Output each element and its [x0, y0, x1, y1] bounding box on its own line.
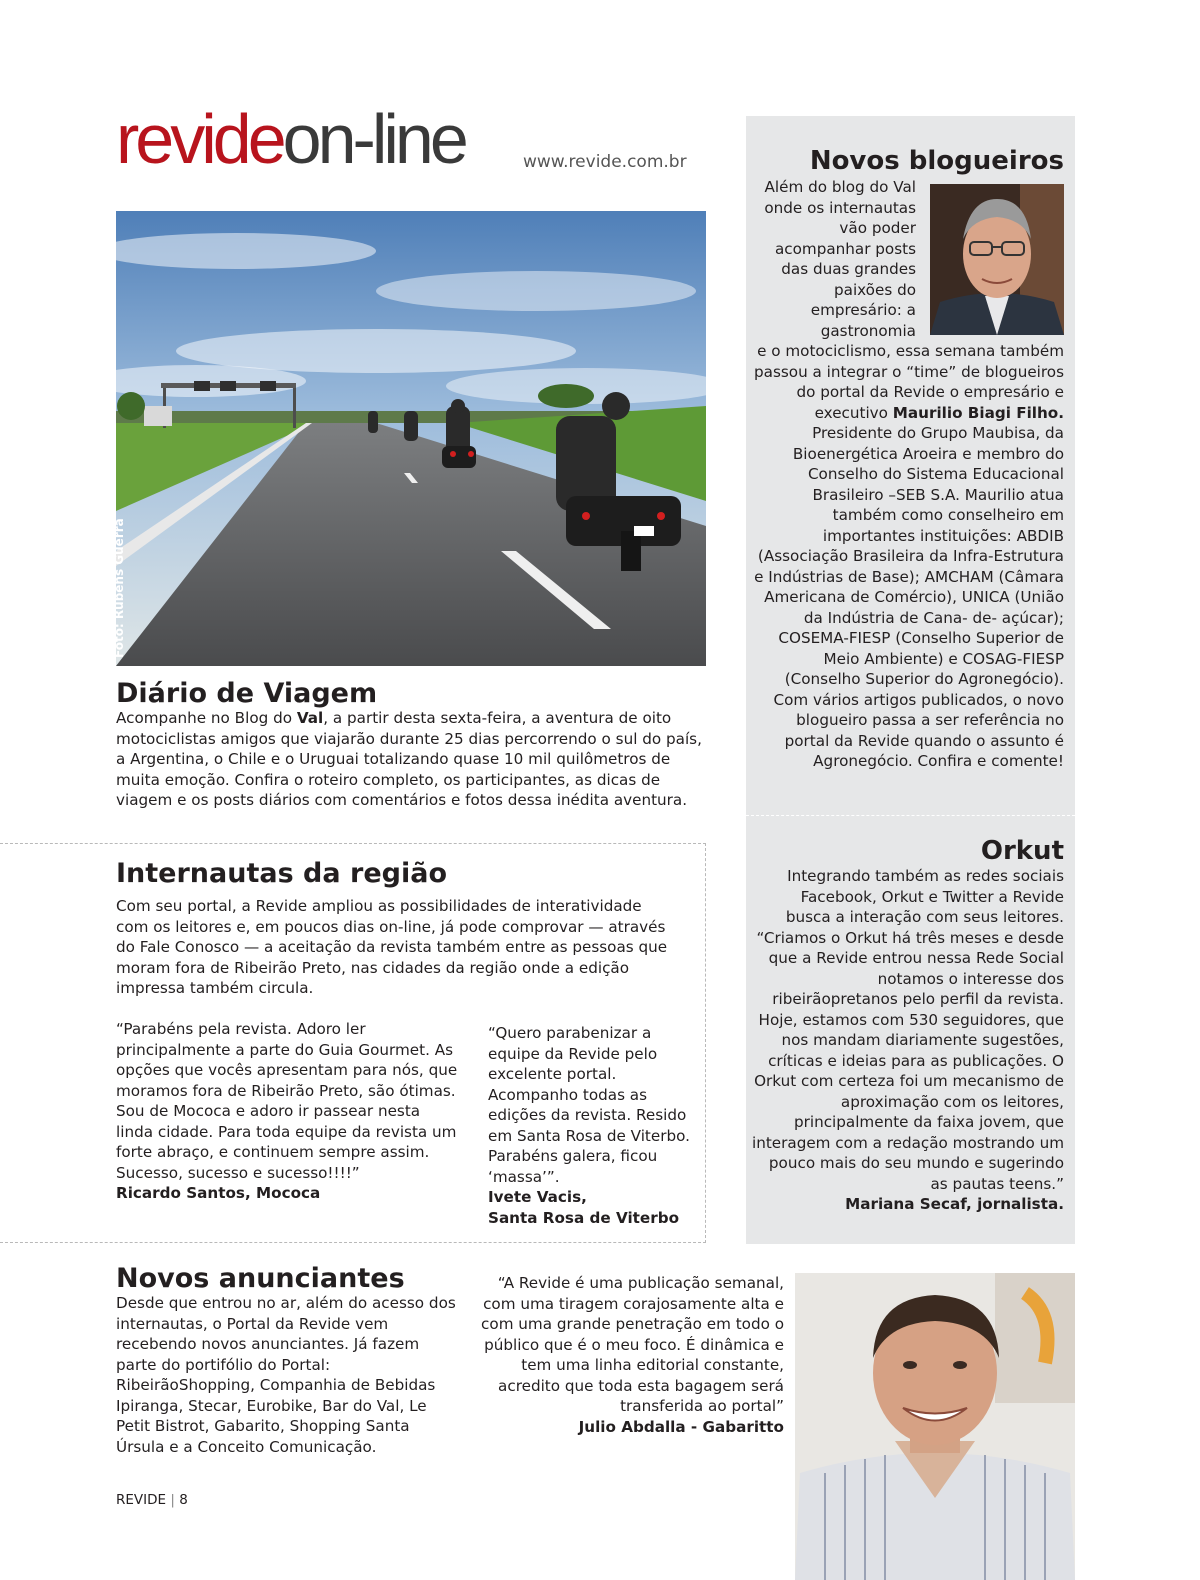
diario-text-bold: Val: [296, 709, 324, 727]
diario-text: [116, 708, 716, 811]
diario-text-post: , a partir desta sexta-feira, a aventura de oito motociclistas amigos que viajarão durante 25 dias percorrendo o sul do país, a Argentina, o Chile e o Uruguai totalizando quase 10 mil quilômetros de muita emoção. Confira o roteiro completo, os participantes, as dicas de viagem e os posts diários com comentários e fotos dessa inédita aventura.: [116, 709, 702, 809]
logo-revide: revide: [116, 100, 283, 178]
orkut-text-block: [752, 866, 1064, 1215]
photo-credit: Foto: Rubens Guerra: [112, 518, 126, 658]
blogueiros-rest-post: Presidente do Grupo Maubisa, da Bioenergética Aroeira e membro do Conselho do Sistema Educacional Brasileiro –SEB S.A. Maurilio atua também como conselheiro em importantes instituições: ABDIB (Associação Brasileira da Infra-Estrutura e Indústrias de Base); AMCHAM (Câmara Americana de Comércio), UNICA (União da Indústria de Cana- de- açúcar); COSEMA-FIESP (Conselho Superior de Meio Ambiente) e COSAG-FIESP (Conselho Superior do Agronegócio). Com vários artigos publicados, o novo blogueiro passa a ser referência no portal da Revide quando o assunto é Agronegócio. Confira e comente!: [754, 424, 1064, 770]
diario-text-pre: Acompanhe no Blog do: [116, 709, 297, 727]
quote1-text: “Parabéns pela revista. Adoro ler principalmente a parte do Guia Gourmet. As opções que vocês apresentam para nós, que moramos fora de Ribeirão Preto, são ótimas. Sou de Mococa e adoro ir passear nesta linda cidade. Para toda equipe da revista um forte abraço, e continuem sempre assim. Sucesso, sucesso e sucesso!!!!”: [116, 1020, 458, 1182]
julio-quote-text: “A Revide é uma publicação semanal, com uma tiragem corajosamente alta e com uma grande penetração em todo o público que é o meu foco. É dinâmica e tem uma linha editorial constante, acredito que toda esta bagagem será transferida ao portal”: [481, 1274, 784, 1415]
motorcycle-road-photo: [116, 211, 706, 666]
blogueiros-text-rest: [752, 341, 1064, 772]
quote2-author-name: Ivete Vacis,: [488, 1188, 587, 1206]
diario-title: Diário de Viagem: [116, 678, 378, 709]
anunciantes-text: Desde que entrou no ar, além do acesso dos internautas, o Portal da Revide vem recebendo novos anunciantes. Já fazem parte do portifólio do Portal: RibeirãoShopping, Companhia de Bebidas Ipiranga, Stecar, Eurobike, Bar do Val, Le Petit Bistrot, Gabarito, Shopping Santa Úrsula e a Conceito Comunicação.: [116, 1294, 456, 1456]
page-number: 8: [179, 1492, 188, 1508]
logo-online: on-line: [282, 100, 465, 178]
julio-quote-author: Julio Abdalla - Gabaritto: [578, 1417, 784, 1436]
internautas-text: Com seu portal, a Revide ampliou as possibilidades de interatividade com os leitores e, em poucos dias on-line, já pode comprovar — através do Fale Conosco — a aceitação da revista também entre as pessoas que moram fora de Ribeirão Preto, nas cidades da região onde a edição impressa também circula.: [116, 897, 668, 997]
divider-top: [0, 843, 706, 844]
revide-online-logo: [116, 100, 465, 178]
site-url[interactable]: www.revide.com.br: [523, 152, 687, 172]
blogueiros-title: Novos blogueiros: [809, 146, 1064, 176]
blogueiros-rest-bold: Maurilio Biagi Filho.: [892, 403, 1064, 422]
blogueiros-text-top: Além do blog do Val onde os internautas vão poder acompanhar posts das duas grandes paixões do empresário: a gastronomia: [764, 178, 916, 340]
footer-brand: REVIDE: [116, 1492, 167, 1508]
quote2-author-city: Santa Rosa de Viterbo: [488, 1208, 680, 1227]
footer-separator: |: [170, 1492, 175, 1508]
orkut-author: Mariana Secaf, jornalista.: [845, 1195, 1064, 1213]
anunciantes-title: Novos anunciantes: [116, 1263, 405, 1294]
advertiser-portrait-photo: [795, 1273, 1075, 1580]
divider-bottom: [0, 1242, 706, 1243]
quote2-text: “Quero parabenizar a equipe da Revide pelo excelente portal. Acompanho todas as edições da revista. Resido em Santa Rosa de Viterbo. Parabéns galera, ficou ‘massa’”.: [488, 1024, 690, 1186]
reader-quote-2: [488, 1023, 703, 1228]
page-footer: [116, 1492, 188, 1508]
blogger-portrait-photo: [930, 184, 1064, 335]
internautas-title: Internautas da região: [116, 858, 447, 889]
orkut-title: Orkut: [980, 836, 1064, 866]
reader-quote-1: [116, 1019, 461, 1204]
sidebar-divider: [746, 815, 1075, 816]
divider-right: [705, 843, 706, 1243]
quote1-author: Ricardo Santos, Mococa: [116, 1184, 321, 1202]
blogueiros-rest-pre: e o motociclismo, essa semana também passou a integrar o “time” de blogueiros do portal da Revide o empresário e executivo: [754, 342, 1064, 422]
julio-quote: [480, 1273, 784, 1437]
orkut-text: Integrando também as redes sociais Facebook, Orkut e Twitter a Revide busca a interação com seus leitores. “Criamos o Orkut há três meses e desde que a Revide entrou nessa Rede Social notamos o interesse dos ribeirãopretanos pelo perfil da revista. Hoje, estamos com 530 seguidores, que nos mandam diariamente sugestões, críticas e ideias para as publicações. O Orkut com certeza foi um mecanismo de aproximação com os leitores, principalmente da faixa jovem, que interagem com a redação mostrando um pouco mais do seu mundo e sugerindo as pautas teens.”: [752, 867, 1064, 1193]
